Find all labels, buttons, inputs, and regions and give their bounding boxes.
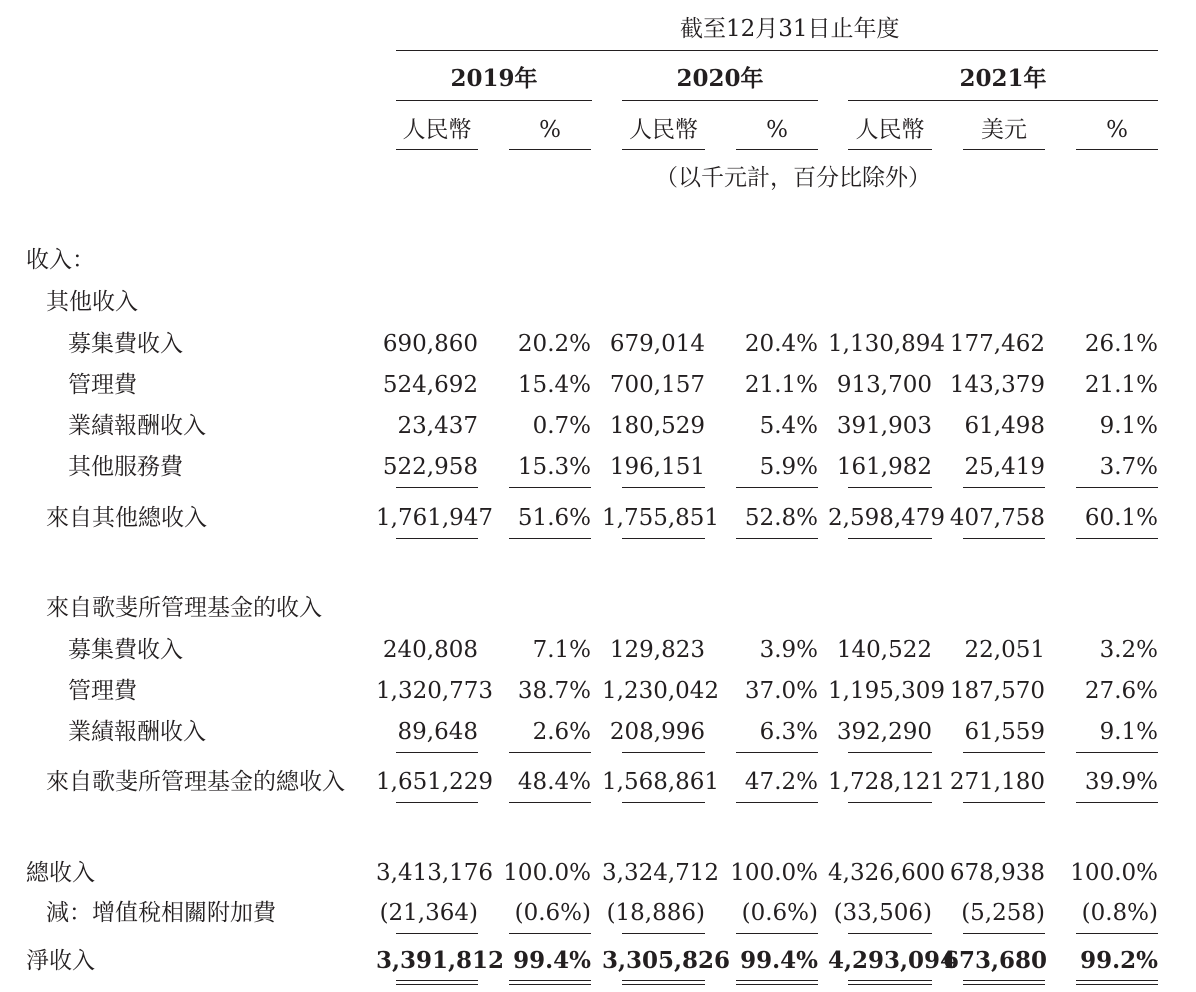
column-rule [963,752,1045,753]
row-other-service-fee-label: 其他服務費 [68,454,183,480]
column-rule [736,933,818,934]
unit-header-rule [1076,149,1158,150]
row-fund-performance-fee-2020-pct: 6.3% [759,719,818,745]
period-title: 截至12月31日止年度 [680,16,900,42]
row-vat-surcharge-2021-rmb: (33,506) [833,900,932,926]
column-rule [736,752,818,753]
row-fund-placement-fee-2021-pct: 3.2% [1099,637,1158,663]
row-vat-surcharge-2020-pct: (0.6%) [741,900,818,926]
row-vat-surcharge-2019-pct: (0.6%) [514,900,591,926]
row-fund-placement-fee-2021-rmb: 140,522 [836,637,932,663]
row-net-revenue-2021-usd: 673,680 [943,947,1048,974]
column-rule [622,752,705,753]
row-vat-surcharge-2019-rmb: (21,364) [379,900,478,926]
row-other-service-fee-2021-rmb: 161,982 [836,454,932,480]
double-rule [509,984,591,985]
row-other-management-fee-2020-pct: 21.1% [744,372,818,398]
column-rule [1076,487,1158,488]
row-fund-management-fee-2021-rmb: 1,195,309 [828,678,946,704]
row-fund-total-label: 來自歌斐所管理基金的總收入 [46,769,345,795]
row-total-revenue-2020-rmb: 3,324,712 [602,860,720,886]
column-rule [736,487,818,488]
unit-header-2021-usd: 美元 [981,117,1027,143]
row-fund-management-fee-2019-pct: 38.7% [517,678,591,704]
row-other-management-fee-2021-pct: 21.1% [1084,372,1158,398]
section-revenue-heading-label: 收入： [26,247,95,273]
row-fund-performance-fee-2019-rmb: 89,648 [397,719,478,745]
row-other-performance-fee-2021-usd: 61,498 [964,413,1045,439]
row-other-service-fee-2020-rmb: 196,151 [609,454,705,480]
double-rule [963,980,1045,981]
column-rule [963,538,1045,539]
row-other-performance-fee-2019-pct: 0.7% [532,413,591,439]
row-other-service-fee-2019-pct: 15.3% [517,454,591,480]
unit-header-rule [848,149,932,150]
column-rule [396,933,478,934]
column-rule [963,802,1045,803]
column-rule [963,933,1045,934]
row-other-service-fee-2020-pct: 5.9% [759,454,818,480]
row-fund-total-2020-rmb: 1,568,861 [602,769,720,795]
row-other-performance-fee-2020-rmb: 180,529 [609,413,705,439]
column-rule [848,538,932,539]
row-fund-total-2021-rmb: 1,728,121 [828,769,946,795]
row-total-revenue-2019-rmb: 3,413,176 [376,860,494,886]
column-rule [848,487,932,488]
column-rule [1076,933,1158,934]
row-fund-management-fee-2021-pct: 27.6% [1084,678,1158,704]
column-rule [1076,752,1158,753]
row-net-revenue-2021-rmb: 4,293,094 [828,947,957,974]
row-vat-surcharge-2021-usd: (5,258) [961,900,1045,926]
row-other-total-label: 來自其他總收入 [46,505,207,531]
row-fund-placement-fee-2019-pct: 7.1% [532,637,591,663]
column-rule [396,802,478,803]
row-net-revenue-2020-rmb: 3,305,826 [602,947,731,974]
row-net-revenue-2021-pct: 99.2% [1080,947,1158,974]
double-rule [396,984,478,985]
column-rule [622,933,705,934]
double-rule [622,984,705,985]
unit-header-rule [736,149,818,150]
row-fund-management-fee-2020-rmb: 1,230,042 [602,678,720,704]
row-fund-placement-fee-2019-rmb: 240,808 [382,637,478,663]
unit-header-2021-pct: % [1106,117,1128,143]
row-other-performance-fee-2021-pct: 9.1% [1099,413,1158,439]
row-fund-performance-fee-label: 業績報酬收入 [68,719,206,745]
row-fund-placement-fee-2020-pct: 3.9% [759,637,818,663]
row-other-placement-fee-2021-rmb: 1,130,894 [828,331,946,357]
unit-header-2021-rmb: 人民幣 [855,117,925,143]
row-other-total-2021-pct: 60.1% [1084,505,1158,531]
unit-note: （以千元計，百分比除外） [655,165,931,191]
row-other-total-2020-pct: 52.8% [744,505,818,531]
row-fund-management-fee-2020-pct: 37.0% [744,678,818,704]
row-net-revenue-2019-pct: 99.4% [513,947,591,974]
row-total-revenue-2021-pct: 100.0% [1070,860,1158,886]
unit-header-rule [509,149,591,150]
row-total-revenue-2020-pct: 100.0% [730,860,818,886]
row-other-total-2019-pct: 51.6% [517,505,591,531]
section-fund-income-heading-label: 來自歌斐所管理基金的收入 [46,595,322,621]
row-vat-surcharge-label: 減：增值稅相關附加費 [46,900,276,926]
row-net-revenue-2019-rmb: 3,391,812 [376,947,505,974]
row-fund-total-2019-pct: 48.4% [517,769,591,795]
row-other-total-2020-rmb: 1,755,851 [602,505,720,531]
row-net-revenue-2020-pct: 99.4% [740,947,818,974]
double-rule [848,984,932,985]
unit-header-rule [622,149,705,150]
row-fund-management-fee-label: 管理費 [68,678,137,704]
row-other-placement-fee-2020-rmb: 679,014 [609,331,705,357]
column-rule [396,538,478,539]
column-rule [848,933,932,934]
column-rule [848,752,932,753]
unit-header-2019-pct: % [539,117,561,143]
column-rule [736,538,818,539]
row-fund-placement-fee-label: 募集費收入 [68,637,183,663]
row-vat-surcharge-2021-pct: (0.8%) [1081,900,1158,926]
year-rule-2019 [396,100,592,101]
column-rule [1076,538,1158,539]
double-rule [736,980,818,981]
row-other-placement-fee-2020-pct: 20.4% [744,331,818,357]
row-total-revenue-label: 總收入 [26,860,95,886]
year-rule-2020 [622,100,818,101]
row-other-placement-fee-2019-pct: 20.2% [517,331,591,357]
year-2020: 2020年 [676,65,764,92]
double-rule [396,980,478,981]
row-net-revenue-label: 淨收入 [26,948,95,974]
row-fund-management-fee-2021-usd: 187,570 [949,678,1045,704]
row-fund-total-2021-usd: 271,180 [949,769,1045,795]
row-other-total-2021-usd: 407,758 [949,505,1045,531]
section-other-income-heading-label: 其他收入 [46,289,138,315]
row-other-performance-fee-2019-rmb: 23,437 [397,413,478,439]
unit-header-2019-rmb: 人民幣 [402,117,472,143]
row-other-placement-fee-2021-pct: 26.1% [1084,331,1158,357]
column-rule [509,538,591,539]
column-rule [509,487,591,488]
row-fund-placement-fee-2020-rmb: 129,823 [609,637,705,663]
period-title-rule [396,50,1158,51]
row-total-revenue-2021-usd: 678,938 [949,860,1045,886]
column-rule [509,802,591,803]
row-other-placement-fee-label: 募集費收入 [68,331,183,357]
row-other-placement-fee-2019-rmb: 690,860 [382,331,478,357]
row-other-total-2019-rmb: 1,761,947 [376,505,494,531]
row-vat-surcharge-2020-rmb: (18,886) [606,900,705,926]
year-rule-2021 [848,100,1158,101]
row-other-management-fee-label: 管理費 [68,372,137,398]
double-rule [963,984,1045,985]
row-total-revenue-2021-rmb: 4,326,600 [828,860,946,886]
row-fund-total-2019-rmb: 1,651,229 [376,769,494,795]
row-other-total-2021-rmb: 2,598,479 [828,505,946,531]
row-fund-total-2020-pct: 47.2% [744,769,818,795]
row-fund-performance-fee-2019-pct: 2.6% [532,719,591,745]
unit-header-2020-rmb: 人民幣 [629,117,698,143]
row-other-management-fee-2020-rmb: 700,157 [609,372,705,398]
column-rule [1076,802,1158,803]
unit-header-2020-pct: % [766,117,788,143]
column-rule [848,802,932,803]
row-other-service-fee-2021-pct: 3.7% [1099,454,1158,480]
unit-header-rule [396,149,478,150]
row-other-performance-fee-label: 業績報酬收入 [68,413,206,439]
double-rule [1076,984,1158,985]
row-fund-placement-fee-2021-usd: 22,051 [964,637,1045,663]
column-rule [963,487,1045,488]
column-rule [509,752,591,753]
double-rule [622,980,705,981]
column-rule [622,802,705,803]
row-total-revenue-2019-pct: 100.0% [503,860,591,886]
column-rule [396,487,478,488]
row-other-management-fee-2021-rmb: 913,700 [836,372,932,398]
double-rule [848,980,932,981]
row-other-performance-fee-2021-rmb: 391,903 [836,413,932,439]
row-fund-performance-fee-2021-pct: 9.1% [1099,719,1158,745]
row-other-management-fee-2019-pct: 15.4% [517,372,591,398]
row-other-service-fee-2019-rmb: 522,958 [382,454,478,480]
double-rule [509,980,591,981]
row-other-management-fee-2019-rmb: 524,692 [382,372,478,398]
row-other-management-fee-2021-usd: 143,379 [949,372,1045,398]
column-rule [622,538,705,539]
row-fund-total-2021-pct: 39.9% [1084,769,1158,795]
row-other-placement-fee-2021-usd: 177,462 [949,331,1045,357]
year-2019: 2019年 [450,65,538,92]
column-rule [509,933,591,934]
row-fund-performance-fee-2021-usd: 61,559 [964,719,1045,745]
column-rule [396,752,478,753]
double-rule [736,984,818,985]
column-rule [736,802,818,803]
double-rule [1076,980,1158,981]
unit-header-rule [963,149,1045,150]
year-2021: 2021年 [959,65,1047,92]
row-fund-performance-fee-2020-rmb: 208,996 [609,719,705,745]
row-other-performance-fee-2020-pct: 5.4% [759,413,818,439]
column-rule [622,487,705,488]
row-fund-performance-fee-2021-rmb: 392,290 [836,719,932,745]
row-other-service-fee-2021-usd: 25,419 [964,454,1045,480]
row-fund-management-fee-2019-rmb: 1,320,773 [376,678,494,704]
